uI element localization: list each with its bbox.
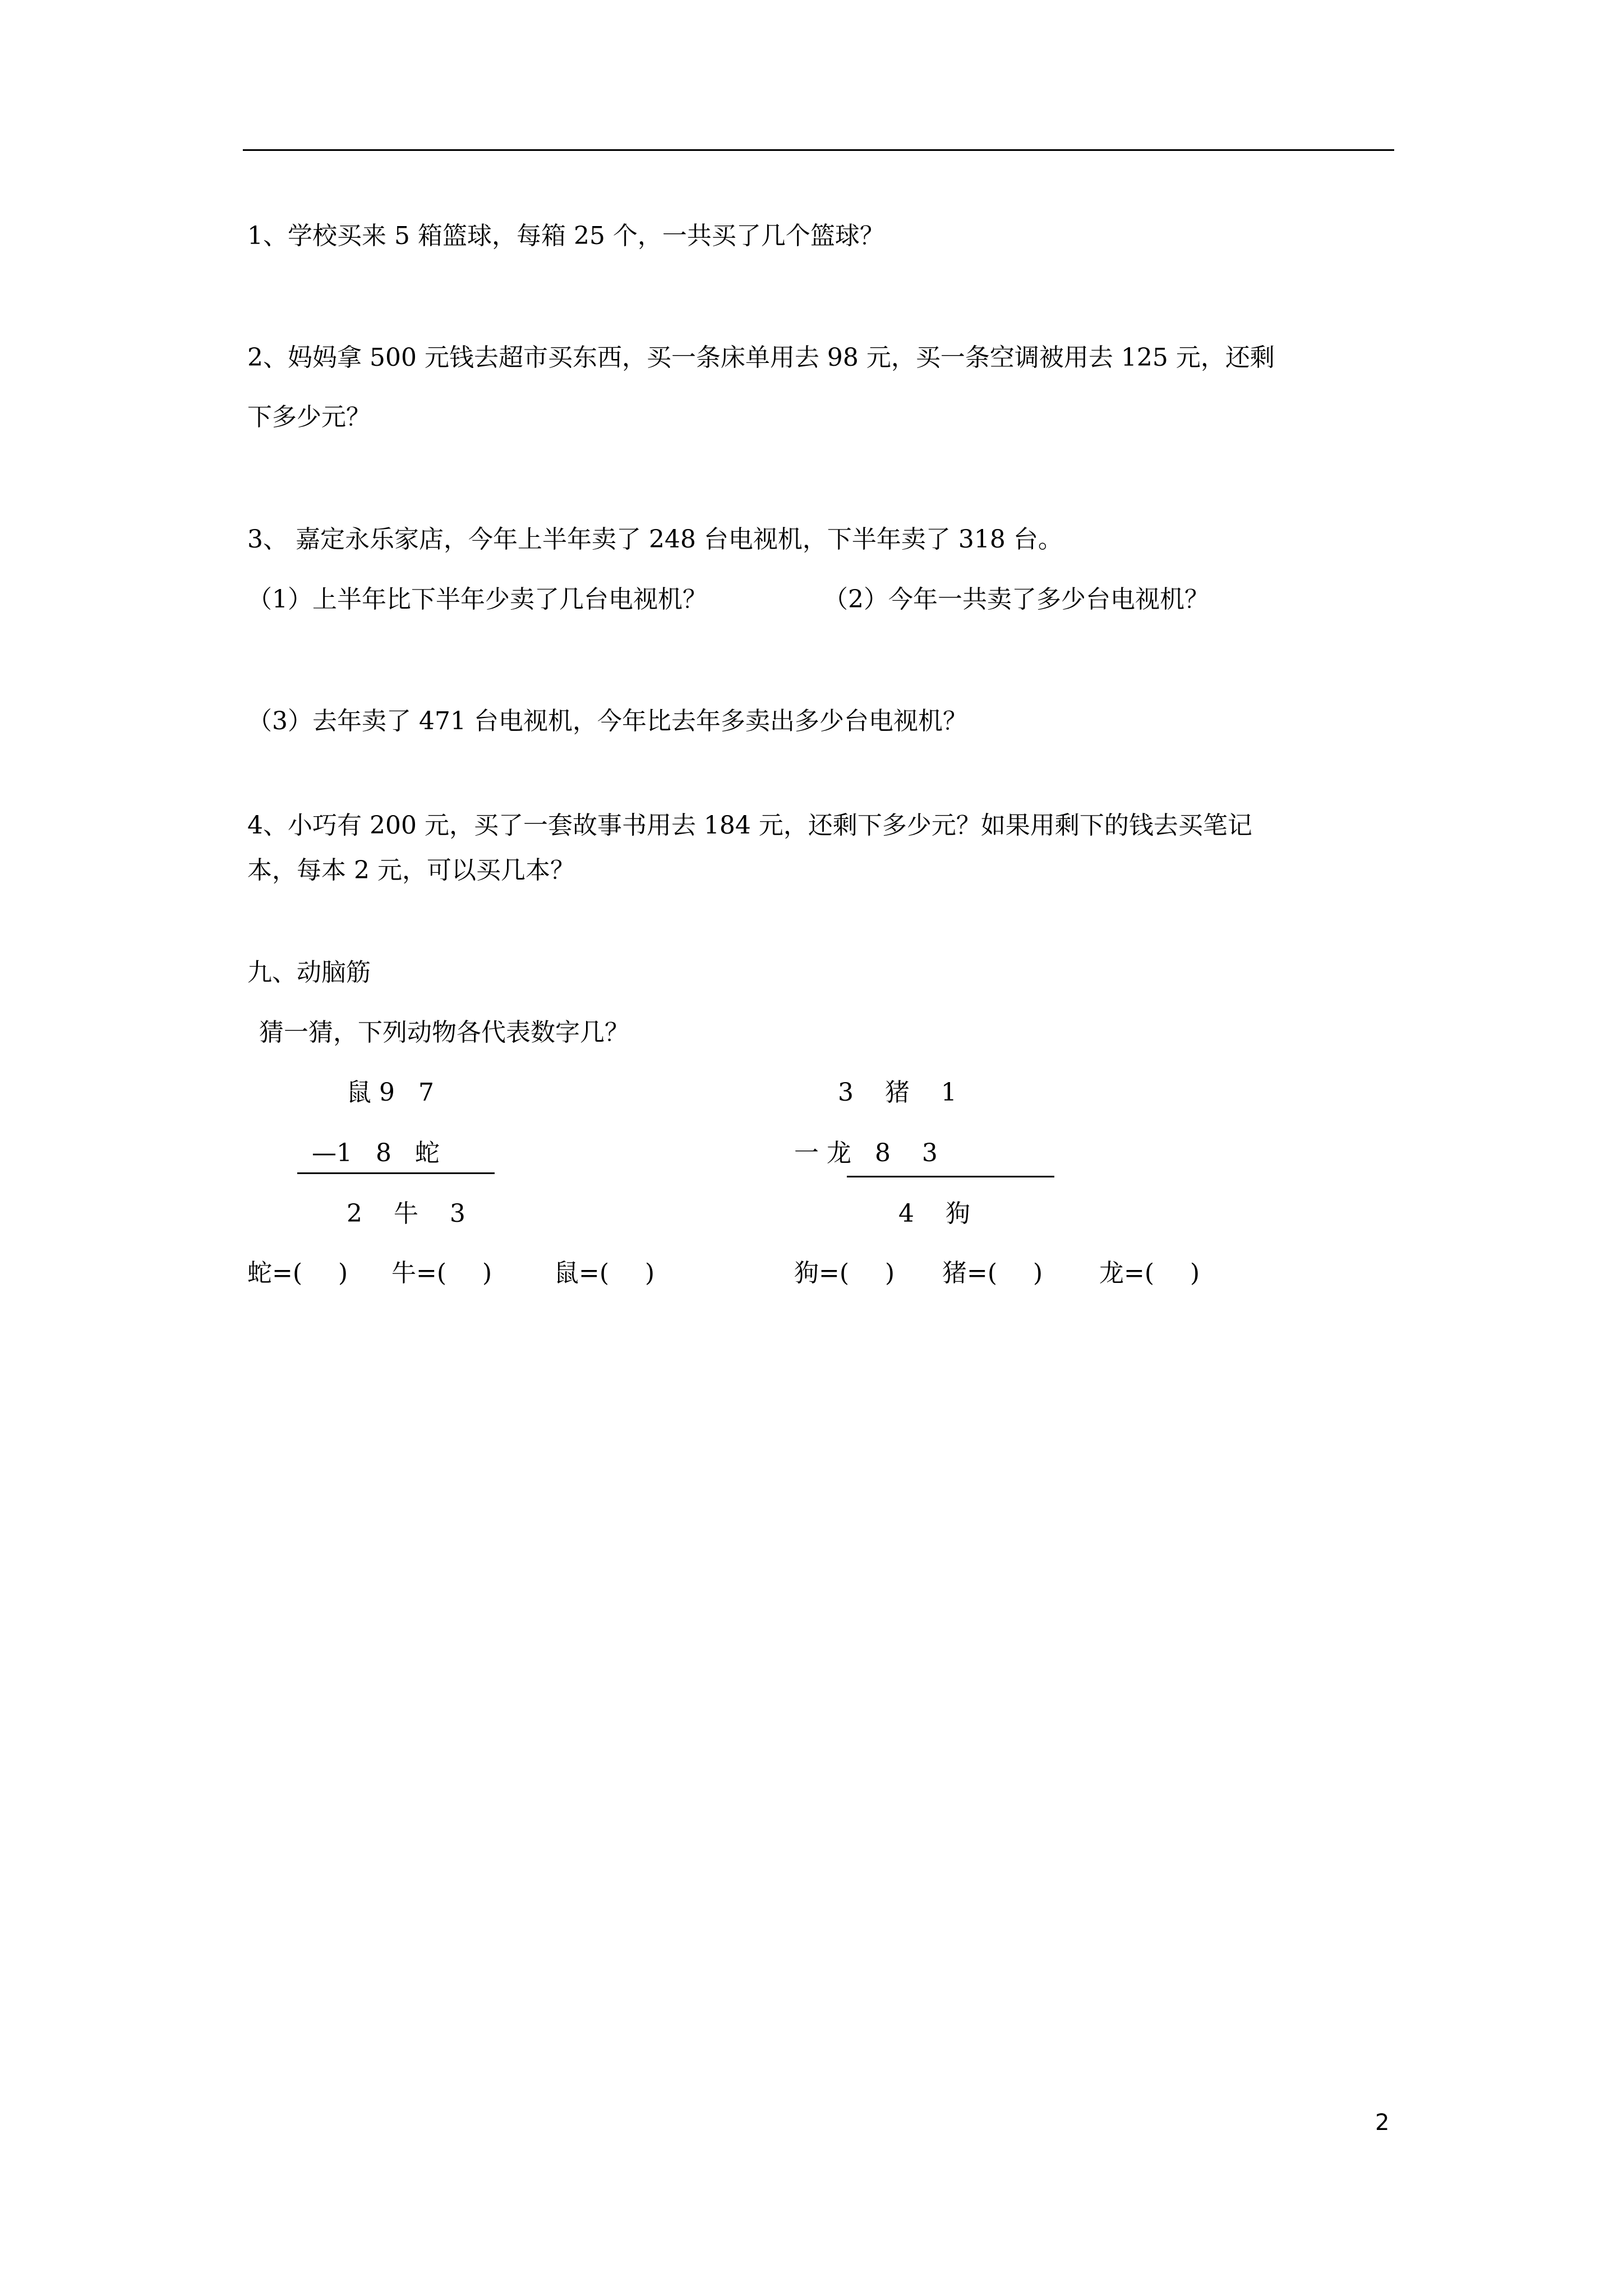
answer-ox (391, 1259, 492, 1288)
answer-pig (942, 1259, 1043, 1288)
problem-1: 1、学校买来 5 箱篮球，每箱 25 个，一共买了几个篮球？ (247, 222, 884, 250)
page-number: 2 (1375, 2110, 1390, 2136)
answer-dog (794, 1259, 895, 1288)
problem-3-question-3: （3）去年卖了 471 台电视机，今年比去年多卖出多少台电视机？ (247, 707, 967, 735)
problem-2-line-2: 下多少元？ (247, 403, 371, 431)
answer-snake-close: ) (338, 1259, 348, 1287)
right-puzzle-row-3: 4 狗 (898, 1199, 970, 1228)
section-title: 九、动脑筋 (247, 958, 371, 987)
left-puzzle-row-2: —1 8 蛇 (312, 1139, 440, 1167)
right-puzzle-row-2: 一 龙 8 3 (794, 1139, 938, 1167)
answer-dragon-close: ) (1190, 1259, 1200, 1287)
left-puzzle-row-3: 2 牛 3 (347, 1199, 465, 1228)
answer-rat-close: ) (645, 1259, 655, 1287)
answer-dragon-label: 龙=( (1099, 1259, 1155, 1287)
right-puzzle-rule (847, 1176, 1054, 1177)
answer-rat-label: 鼠=( (554, 1259, 610, 1287)
problem-2-line-1: 2、妈妈拿 500 元钱去超市买东西，买一条床单用去 98 元，买一条空调被用去 125 元，还剩 (247, 343, 1275, 372)
problem-4-line-1: 4、小巧有 200 元，买了一套故事书用去 184 元，还剩下多少元？如果用剩下的钱去买笔记 (247, 811, 1252, 840)
answer-rat (554, 1259, 654, 1288)
left-puzzle-row-1: 鼠 9 7 (347, 1078, 434, 1107)
problem-4-line-2: 本，每本 2 元，可以买几本？ (247, 856, 575, 885)
header-rule (243, 149, 1394, 151)
answer-dog-label: 狗=( (794, 1259, 850, 1287)
left-puzzle-rule (297, 1172, 495, 1174)
answer-snake (247, 1259, 348, 1288)
answer-snake-label: 蛇=( (247, 1259, 303, 1287)
problem-3-question-1: （1）上半年比下半年少卖了几台电视机？ (247, 585, 707, 614)
answer-ox-close: ) (482, 1259, 492, 1287)
problem-3-intro: 3、 嘉定永乐家店，今年上半年卖了 248 台电视机，下半年卖了 318 台。 (247, 525, 1063, 554)
answer-dog-close: ) (885, 1259, 895, 1287)
answer-dragon (1099, 1259, 1200, 1288)
right-puzzle-row-1: 3 猪 1 (838, 1078, 957, 1107)
answer-pig-close: ) (1033, 1259, 1043, 1287)
answer-ox-label: 牛=( (391, 1259, 447, 1287)
answer-pig-label: 猪=( (942, 1259, 998, 1287)
problem-3-question-2: （2）今年一共卖了多少台电视机？ (823, 585, 1209, 614)
section-prompt: 猜一猜，下列动物各代表数字几？ (259, 1018, 629, 1047)
